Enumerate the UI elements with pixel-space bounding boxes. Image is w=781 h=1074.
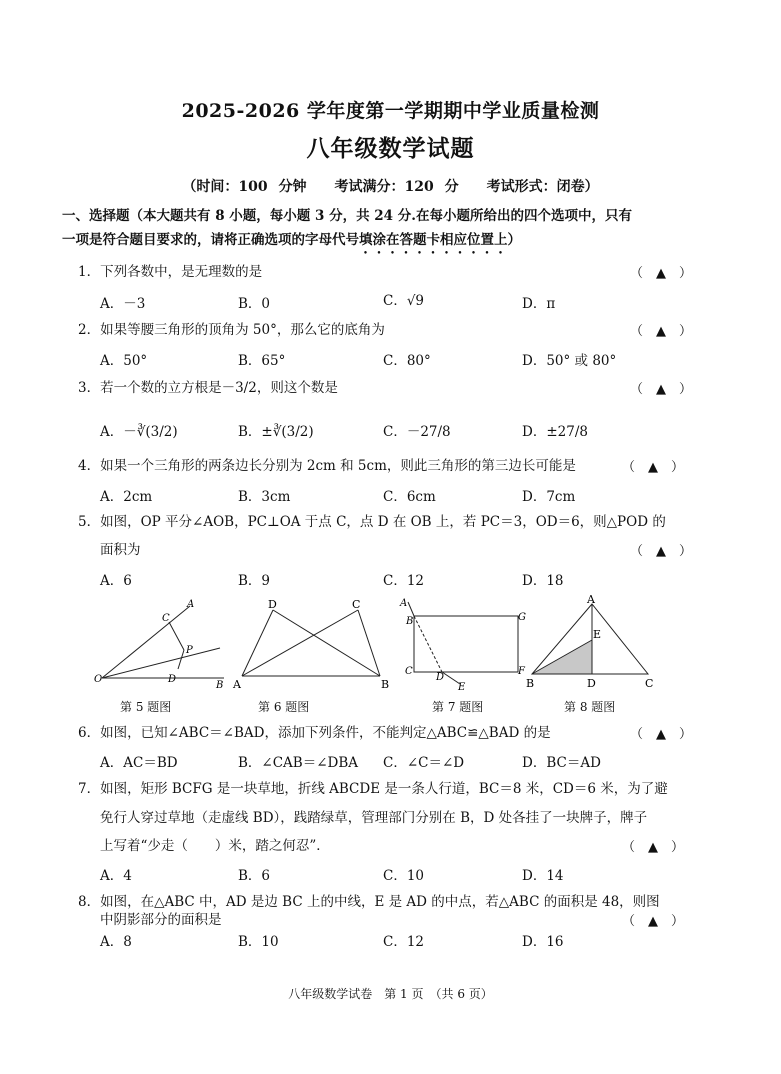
answer-mark: （ ▲ ）: [630, 544, 692, 559]
fig8-label-e: E: [593, 628, 602, 641]
exam-info: （时间：100 分钟 考试满分：120 分 考试形式：闭卷）: [182, 179, 599, 195]
option-a: A．－3: [100, 296, 146, 312]
option-a: A．－∛(3/2): [100, 424, 178, 440]
option-a: A．50°: [100, 353, 148, 369]
fig7-label-c: C: [405, 666, 413, 677]
figure-8: [524, 594, 659, 691]
option-c: C．80°: [383, 353, 431, 369]
answer-mark: （ ▲ ）: [622, 914, 684, 929]
fig5-label-d: D: [168, 674, 177, 685]
exam-subtitle: 八年级数学试题: [306, 135, 475, 162]
figure-8-caption: 第 8 题图: [564, 700, 616, 714]
question-8: 8．如图，在△ABC 中，AD 是边 BC 上的中线，E 是 AD 的中点，若△ABC 的面积是 48，则图: [78, 894, 660, 910]
answer-mark: （ ▲ ）: [630, 382, 692, 397]
option-b: B．±∛(3/2): [238, 424, 314, 440]
answer-mark: （ ▲ ）: [622, 460, 684, 475]
figure-6-caption: 第 6 题图: [258, 700, 310, 714]
fig5-label-a: A: [187, 599, 195, 610]
option-b: B．6: [238, 868, 271, 884]
question-3: 3．若一个数的立方根是－3/2，则这个数是: [78, 380, 338, 396]
fig8-label-b: B: [526, 677, 535, 690]
fig7-label-g: G: [518, 612, 526, 623]
option-b: B．9: [238, 573, 271, 589]
option-a: A．AC＝BD: [100, 755, 178, 771]
option-c: C．6cm: [383, 489, 436, 505]
fig6-label-d: D: [268, 598, 277, 611]
question-6: 6．如图，已知∠ABC＝∠BAD，添加下列条件，不能判定△ABC≌△BAD 的是: [78, 725, 551, 741]
option-d: D．7cm: [522, 489, 576, 505]
option-d: D．14: [522, 868, 564, 884]
figure-6: [228, 596, 398, 691]
option-c: C．12: [383, 934, 425, 950]
fig5-label-o: O: [94, 674, 103, 685]
answer-mark: （ ▲ ）: [630, 266, 692, 281]
question-7-cont: 免行人穿过草地（走虚线 BD），践踏绿草，管理部门分别在 B，D 处各挂了一块牌子，牌子: [100, 810, 648, 826]
option-c: C．12: [383, 573, 425, 589]
question-5-cont: 面积为: [100, 542, 141, 558]
fig7-label-d: D: [436, 672, 445, 683]
section-heading: [62, 204, 722, 257]
option-c: C．10: [383, 868, 425, 884]
page-footer: 八年级数学试卷 第 1 页 （共 6 页）: [288, 987, 493, 1001]
option-c: C．－27/8: [383, 424, 451, 440]
option-b: B．3cm: [238, 489, 291, 505]
section-heading-line1: 一、选择题（本大题共有 8 小题，每小题 3 分，共 24 分.在每小题所给出的四个选项中，只有: [62, 208, 632, 224]
option-b: B．0: [238, 296, 271, 312]
question-7-cont2: 上写着“少走（ ）米，踏之何忍”．: [100, 838, 330, 854]
fig6-label-c: C: [352, 598, 361, 611]
option-c: C．√9: [383, 293, 425, 309]
fig5-label-p: P: [186, 645, 193, 656]
answer-mark: （ ▲ ）: [630, 727, 692, 742]
answer-mark: （ ▲ ）: [622, 840, 684, 855]
option-d: D．π: [522, 296, 556, 312]
fig7-label-a: A: [400, 598, 408, 609]
figure-7: [396, 596, 536, 691]
option-b: B．10: [238, 934, 279, 950]
fig6-label-b: B: [381, 678, 390, 691]
option-a: A．4: [100, 868, 132, 884]
figure-5: [92, 596, 242, 691]
fig6-label-a: A: [233, 678, 241, 691]
option-d: D．50° 或 80°: [522, 353, 617, 369]
figure-5-caption: 第 5 题图: [120, 700, 172, 714]
option-d: D．BC＝AD: [522, 755, 601, 771]
fig8-label-c: C: [645, 677, 654, 690]
option-a: A．8: [100, 934, 132, 950]
option-a: A．2cm: [100, 489, 153, 505]
option-d: D．16: [522, 934, 564, 950]
question-1: 1．下列各数中，是无理数的是: [78, 264, 263, 280]
question-2: 2．如果等腰三角形的顶角为 50°，那么它的底角为: [78, 322, 385, 338]
fig7-label-b: B: [406, 616, 414, 627]
option-c: C．∠C＝∠D: [383, 755, 465, 771]
figure-7-caption: 第 7 题图: [432, 700, 484, 714]
option-a: A．6: [100, 573, 132, 589]
fig5-label-b: B: [216, 680, 224, 691]
fig8-label-a: A: [587, 593, 595, 606]
option-d: D．18: [522, 573, 564, 589]
option-d: D．±27/8: [522, 424, 588, 440]
option-b: B．∠CAB＝∠DBA: [238, 755, 359, 771]
section-heading-line2: 一项是符合题目要求的，请将正确选项的字母代号填涂在答题卡相应位置上）: [62, 232, 521, 248]
fig7-label-f: F: [518, 666, 525, 677]
option-b: B．65°: [238, 353, 286, 369]
fig8-label-d: D: [587, 677, 596, 690]
exam-title: 2025-2026 学年度第一学期期中学业质量检测: [181, 100, 600, 122]
question-8-cont: 中阴影部分的面积是: [100, 912, 222, 928]
question-7: 7．如图，矩形 BCFG 是一块草地，折线 ABCDE 是一条人行道，BC＝8 米，CD＝6 米，为了避: [78, 781, 668, 797]
fig7-label-e: E: [458, 682, 466, 693]
question-4: 4．如果一个三角形的两条边长分别为 2cm 和 5cm，则此三角形的第三边长可能是: [78, 458, 576, 474]
question-5: 5．如图，OP 平分∠AOB，PC⊥OA 于点 C，点 D 在 OB 上，若 PC＝3，OD＝6，则△POD 的: [78, 514, 666, 530]
answer-mark: （ ▲ ）: [630, 324, 692, 339]
fig5-label-c: C: [162, 613, 170, 624]
